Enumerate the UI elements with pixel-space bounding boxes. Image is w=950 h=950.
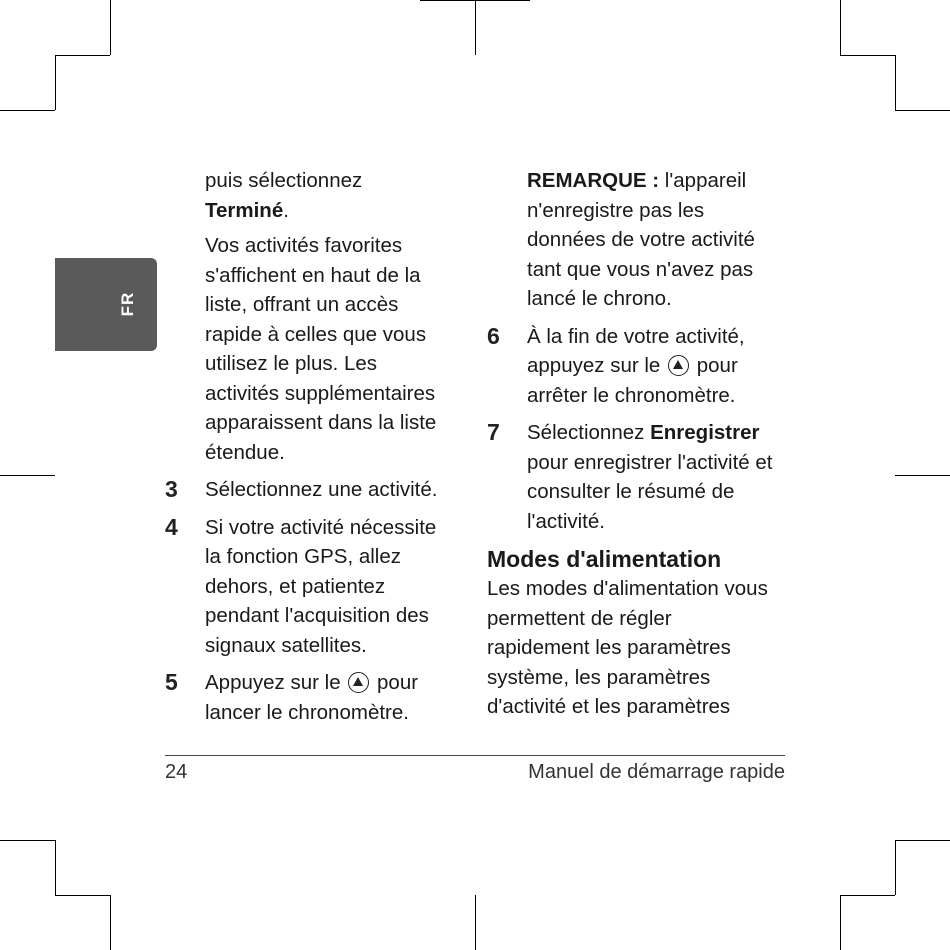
crop-mark: [895, 110, 950, 111]
crop-mark: [55, 840, 56, 895]
term-enregistrer: Enregistrer: [650, 421, 760, 444]
triangle-up-circle-icon: [348, 672, 369, 693]
triangle-up-circle-icon: [668, 355, 689, 376]
crop-mark: [840, 0, 841, 55]
step-number: 3: [165, 476, 178, 502]
crop-mark: [55, 55, 56, 110]
step-number: 6: [487, 322, 500, 349]
term-termine: Terminé: [205, 198, 284, 222]
language-tab: [55, 258, 157, 351]
step-3: 3 Sélectionnez une activité.: [165, 475, 455, 505]
section-paragraph: Les modes d'alimentation vous permettent de régler rapidement les paramètres système, les paramètres d'activité et les paramètres: [487, 577, 768, 718]
continued-line: puis sélectionnez Terminé.: [205, 169, 363, 222]
step-4: 4 Si votre activité nécessite la fonction GPS, allez dehors, et patientez pendant l'acquisition des signaux satellites.: [165, 513, 437, 657]
crop-mark: [840, 895, 895, 896]
crop-mark: [110, 895, 111, 950]
crop-mark: [0, 475, 55, 476]
crop-mark: [895, 840, 950, 841]
right-column: [487, 166, 787, 722]
footer-rule: [165, 755, 785, 756]
remark-note: REMARQUE : l'appareil n'enregistre pas les données de votre activité tant que vous n'avez pas lancé le chrono.: [527, 169, 755, 310]
language-tab-label: FR: [118, 291, 137, 317]
remark-label: REMARQUE :: [527, 169, 660, 192]
section-title: Modes d'alimentation: [487, 546, 722, 572]
crop-mark: [895, 840, 896, 895]
crop-mark: [895, 55, 896, 110]
crop-mark: [840, 895, 841, 950]
step-number: 7: [487, 419, 500, 445]
crop-mark: [110, 0, 111, 55]
footer-title: Manuel de démarrage rapide: [528, 761, 785, 783]
favorites-paragraph: Vos activités favorites s'affichent en haut de la liste, offrant un accès rapide à celles que vous utilisez le plus. Les activités supplémentaires apparaissent dans la liste étendue.: [205, 234, 437, 464]
step-7: 7 Sélectionnez Enregistrer pour enregistrer l'activité et consulter le résumé de l'activité.: [487, 419, 773, 533]
page-number: 24: [165, 761, 188, 783]
crop-mark: [475, 0, 476, 55]
crop-mark: [55, 895, 110, 896]
crop-mark: [895, 475, 950, 476]
step-number: 4: [165, 513, 178, 540]
crop-mark: [475, 895, 476, 950]
step-6: 6 À la fin de votre activité, appuyez sur le pour arrêter le chronomètre.: [487, 322, 745, 407]
step-number: 5: [165, 669, 178, 695]
step-5: 5 Appuyez sur le pour lancer le chronomètre.: [165, 669, 419, 724]
crop-mark: [840, 55, 895, 56]
crop-mark: [0, 110, 55, 111]
crop-mark: [0, 840, 55, 841]
crop-mark: [55, 55, 110, 56]
left-column: [165, 166, 455, 727]
